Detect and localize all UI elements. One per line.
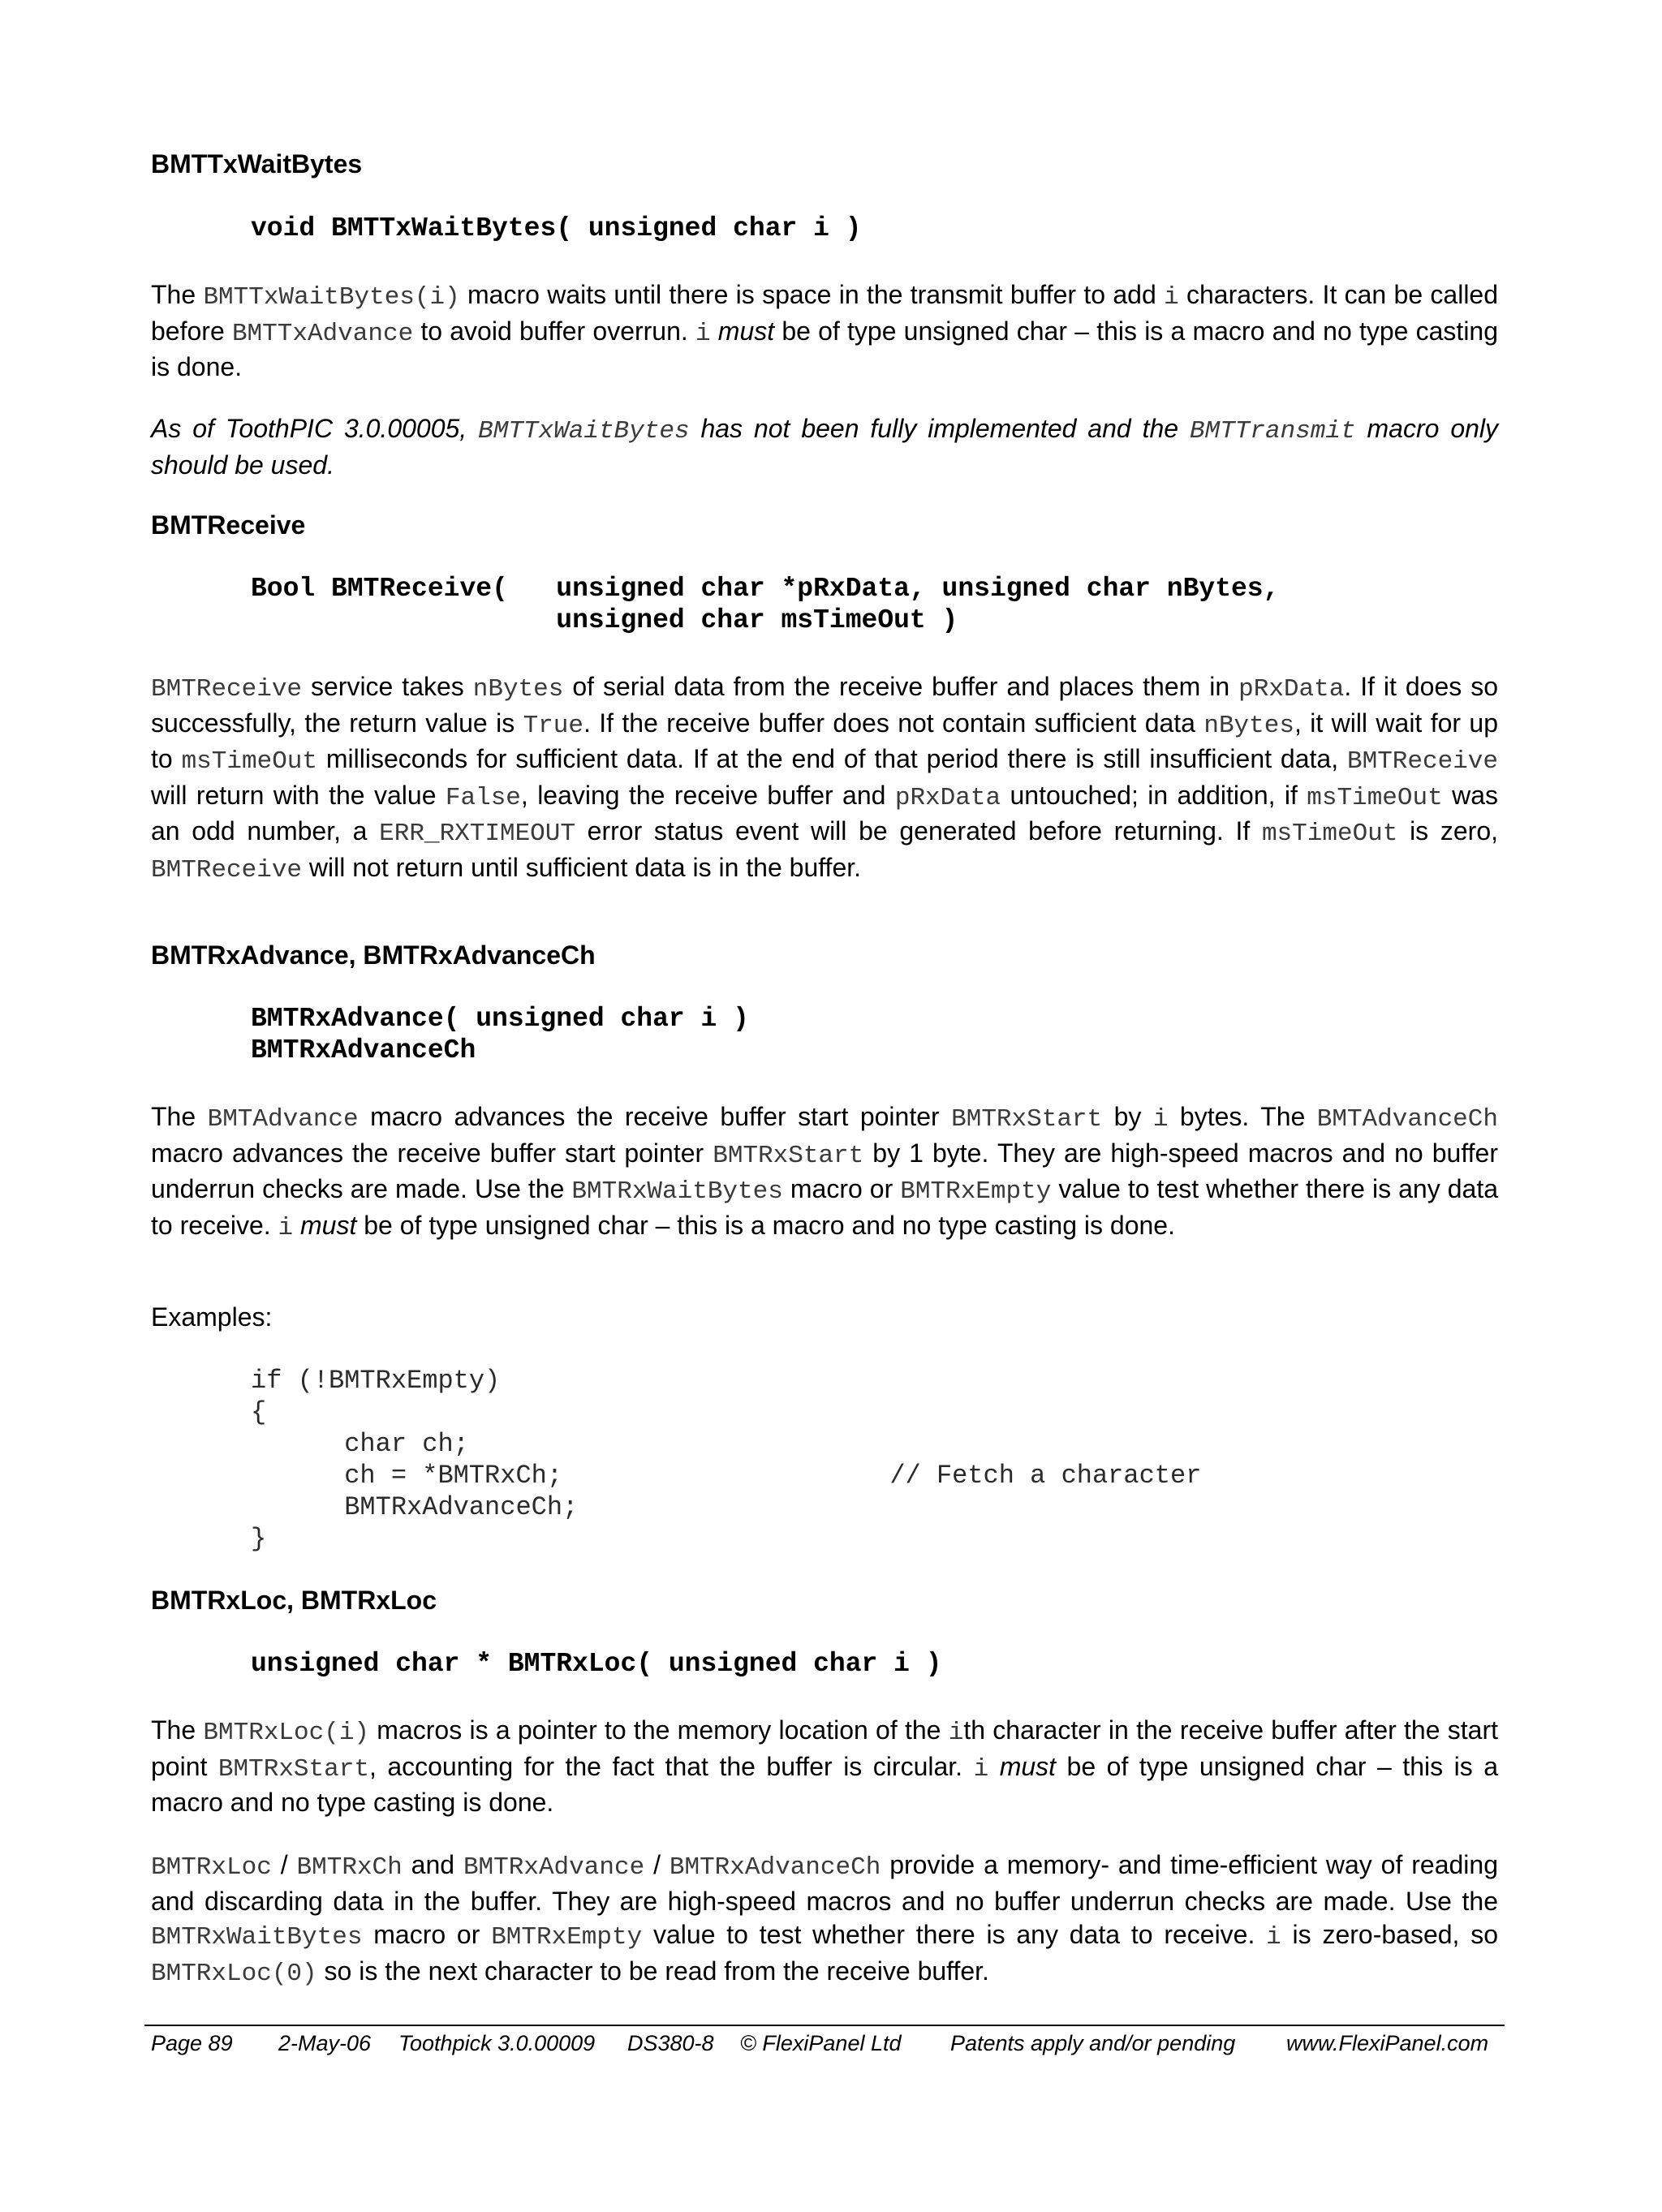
inline-code: i xyxy=(278,1213,294,1242)
inline-code: pRxData xyxy=(894,783,1001,812)
inline-code: msTimeOut xyxy=(1261,820,1398,848)
inline-code: True xyxy=(523,711,583,740)
inline-code: BMTReceive xyxy=(151,855,303,884)
footer-website-url: www.FlexiPanel.com xyxy=(1286,2031,1489,2055)
paragraph-bmtrxloc-usage: BMTRxLoc / BMTRxCh and BMTRxAdvance / BMTRxAdvanceCh provide a memory- and time-efficient way of reading and discarding data in the buffer. They are high-speed macros and no buffer underrun checks are made. Use the BMTRxWaitBytes macro or BMTRxEmpty value to test whether there is any data to receive. i is zero-based, so BMTRxLoc(0) so is the next character to be read from the receive buffer. xyxy=(151,1850,1499,1988)
footer-page-number: Page 89 xyxy=(151,2031,233,2055)
inline-code: BMTTxAdvance xyxy=(231,319,414,348)
inline-code: msTimeOut xyxy=(181,747,318,776)
function-signature-bmtrxadvance: BMTRxAdvance( unsigned char i ) xyxy=(251,1004,749,1034)
inline-code: i xyxy=(695,319,711,348)
inline-code: BMTAdvanceCh xyxy=(1316,1105,1498,1134)
paragraph-bmtrxadvance-description: The BMTAdvance macro advances the receive buffer start pointer BMTRxStart by i bytes. The BMTAdvanceCh macro advances the receive buffer start pointer BMTRxStart by 1 byte. They are high-speed macros and no buffer underrun checks are made. Use the BMTRxWaitBytes macro or BMTRxEmpty value to test whether there is any data to receive. i must be of type unsigned char – this is a macro and no type casting is done. xyxy=(151,1102,1499,1242)
examples-label: Examples: xyxy=(151,1302,273,1332)
footer-patents: Patents apply and/or pending xyxy=(950,2031,1236,2055)
inline-code: i xyxy=(1152,1105,1169,1134)
inline-code: BMTRxWaitBytes xyxy=(151,1923,363,1952)
inline-code: BMTRxLoc(i) xyxy=(203,1719,370,1747)
function-signature-bmtreceive-line2: unsigned char msTimeOut ) xyxy=(251,605,958,635)
inline-code: BMTRxStart xyxy=(713,1141,864,1170)
function-signature-bmtreceive-line1: Bool BMTReceive( unsigned char *pRxData, unsigned char nBytes, xyxy=(251,574,1280,604)
footer-date: 2-May-06 xyxy=(278,2031,372,2055)
inline-code: BMTReceive xyxy=(1346,747,1499,776)
footer-divider xyxy=(144,2025,1505,2026)
inline-code: False xyxy=(445,783,521,812)
inline-code: BMTRxEmpty xyxy=(900,1177,1052,1206)
section-heading-bmttxwaitbytes: BMTTxWaitBytes xyxy=(151,149,363,179)
code-line-3: char ch; xyxy=(251,1429,469,1459)
function-signature-bmtrxadvancech: BMTRxAdvanceCh xyxy=(251,1035,476,1065)
inline-code: BMTRxLoc(0) xyxy=(151,1959,317,1988)
paragraph-bmtreceive-description: BMTReceive service takes nBytes of serial data from the receive buffer and places them in pRxData. If it does so successfully, the return value is True. If the receive buffer does not contain sufficient data nBytes, it will wait for up to msTimeOut milliseconds for sufficient data. If at the end of that period there is still insufficient data, BMTReceive will return with the value False, leaving the receive buffer and pRxData untouched; in addition, if msTimeOut was an odd number, a ERR_RXTIMEOUT error status event will be generated before returning. If msTimeOut is zero, BMTReceive will not return until sufficient data is in the buffer. xyxy=(151,672,1499,884)
inline-code: BMTRxAdvance xyxy=(463,1853,645,1882)
inline-code: msTimeOut xyxy=(1307,783,1443,812)
paragraph-bmtrxloc-description: The BMTRxLoc(i) macros is a pointer to the memory location of the ith character in the receive buffer after the start point BMTRxStart, accounting for the fact that the buffer is circular. i must be of type unsigned char – this is a macro and no type casting is done. xyxy=(151,1715,1499,1817)
function-signature-bmtrxloc: unsigned char * BMTRxLoc( unsigned char i ) xyxy=(251,1649,942,1679)
inline-code: nBytes xyxy=(1203,711,1294,740)
paragraph-bmttxwaitbytes-description: The BMTTxWaitBytes(i) macro waits until there is space in the transmit buffer to add i characters. It can be called before BMTTxAdvance to avoid buffer overrun. i must be of type unsigned char – this is a macro and no type casting is done. xyxy=(151,280,1499,381)
inline-code: BMTRxCh xyxy=(296,1853,403,1882)
code-line-1: if (!BMTRxEmpty) xyxy=(251,1366,501,1396)
inline-code: BMTTransmit xyxy=(1189,417,1356,445)
inline-code: i xyxy=(948,1719,964,1747)
function-signature-bmttxwaitbytes: void BMTTxWaitBytes( unsigned char i ) xyxy=(251,213,862,243)
code-line-4: ch = *BMTRxCh; // Fetch a character xyxy=(251,1461,1202,1491)
inline-code: BMTTxWaitBytes xyxy=(478,417,690,445)
inline-code: nBytes xyxy=(472,675,564,704)
code-line-2: { xyxy=(251,1397,267,1427)
section-heading-bmtreceive: BMTReceive xyxy=(151,510,306,540)
inline-code: pRxData xyxy=(1238,675,1345,704)
inline-code: BMTTxWaitBytes(i) xyxy=(203,283,460,312)
inline-code: BMTRxStart xyxy=(217,1754,369,1784)
inline-code: BMTRxLoc xyxy=(151,1853,272,1882)
inline-code: BMTRxEmpty xyxy=(491,1923,643,1952)
paragraph-implementation-note: As of ToothPIC 3.0.00005, BMTTxWaitBytes has not been fully implemented and the BMTTransmit macro only should be used. xyxy=(151,414,1499,480)
footer-product-version: Toothpick 3.0.00009 xyxy=(398,2031,596,2055)
section-heading-bmtrxloc: BMTRxLoc, BMTRxLoc xyxy=(151,1586,437,1615)
inline-code: ERR_RXTIMEOUT xyxy=(379,820,575,848)
inline-code: i xyxy=(1266,1923,1281,1952)
inline-code: BMTReceive xyxy=(151,675,303,704)
inline-code: i xyxy=(973,1754,989,1784)
code-line-5: BMTRxAdvanceCh; xyxy=(251,1492,579,1522)
inline-code: BMTRxAdvanceCh xyxy=(669,1853,881,1882)
section-heading-bmtrxadvance: BMTRxAdvance, BMTRxAdvanceCh xyxy=(151,940,596,970)
footer-document-id: DS380-8 xyxy=(627,2031,714,2055)
inline-code: BMTRxStart xyxy=(951,1105,1103,1134)
inline-code: BMTRxWaitBytes xyxy=(571,1177,783,1206)
inline-code: BMTAdvance xyxy=(207,1105,359,1134)
code-line-6: } xyxy=(251,1524,267,1554)
footer-copyright: © FlexiPanel Ltd xyxy=(740,2031,902,2055)
inline-code: i xyxy=(1164,283,1179,312)
